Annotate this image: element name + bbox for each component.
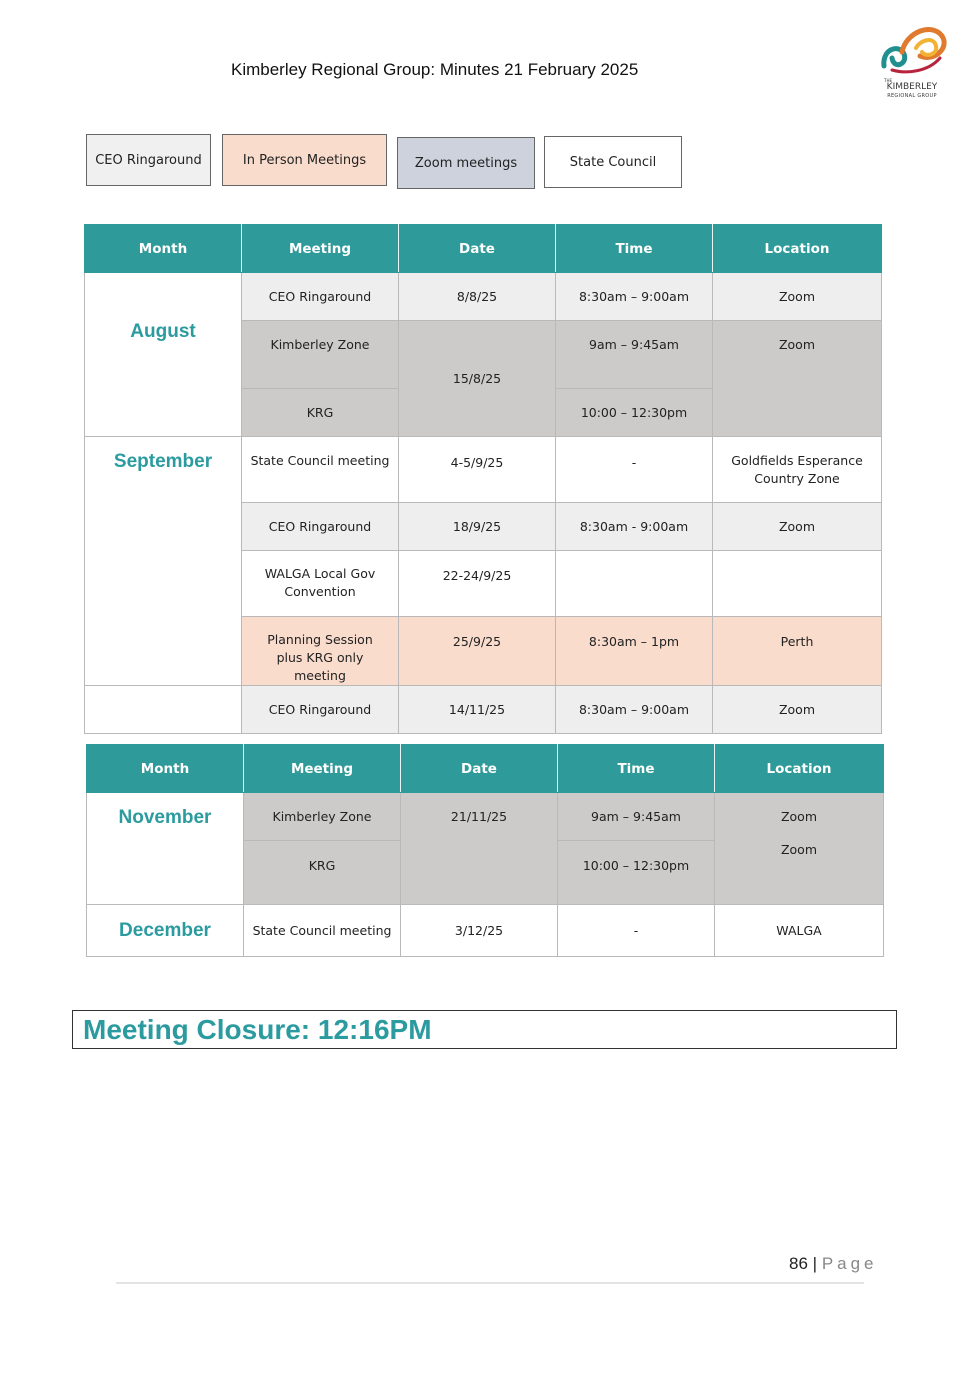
time-cell: 9am – 9:45am <box>558 793 715 841</box>
time-cell: 10:00 – 12:30pm <box>558 841 715 905</box>
time-cell: 8:30am - 9:00am <box>556 503 713 551</box>
table-row <box>85 686 882 734</box>
time-cell: 8:30am – 1pm <box>556 617 713 686</box>
legend-ceo-ringaround <box>86 134 211 186</box>
meeting-cell: State Council meeting <box>242 437 399 503</box>
legend-label: In Person Meetings <box>242 152 367 168</box>
legend-in-person-meetings <box>222 134 387 186</box>
header-location: Location <box>713 225 882 273</box>
legend-zoom-meetings <box>397 137 535 189</box>
table-header-row <box>85 225 882 273</box>
table-row <box>87 793 884 841</box>
date-cell: 21/11/25 <box>401 793 558 905</box>
time-cell: - <box>558 905 715 957</box>
location-cell: Perth <box>713 617 882 686</box>
page-label: Page <box>821 1254 878 1273</box>
time-cell: 9am – 9:45am <box>556 321 713 389</box>
header-meeting: Meeting <box>244 745 401 793</box>
page-header-title: Kimberley Regional Group: Minutes 21 February 2025 <box>231 60 639 79</box>
header-time: Time <box>556 225 713 273</box>
location-cell: Zoom <box>713 686 882 734</box>
month-december: December <box>87 905 244 957</box>
meeting-cell: KRG <box>244 841 401 905</box>
location-cell: Zoom <box>713 321 882 437</box>
meeting-cell: WALGA Local Gov Convention <box>242 551 399 617</box>
meeting-cell: CEO Ringaround <box>242 273 399 321</box>
month-september: September <box>85 437 242 686</box>
location-cell <box>715 793 884 905</box>
time-cell: 10:00 – 12:30pm <box>556 389 713 437</box>
meeting-cell: CEO Ringaround <box>242 686 399 734</box>
header-month: Month <box>87 745 244 793</box>
schedule-table-aug-sep <box>84 224 882 734</box>
footer-divider <box>116 1282 864 1284</box>
time-cell <box>556 551 713 617</box>
legend-label: Zoom meetings <box>414 155 518 171</box>
meeting-cell: Planning Session plus KRG only meeting <box>242 617 399 686</box>
table-row <box>85 437 882 503</box>
meeting-cell: Kimberley Zone <box>242 321 399 389</box>
date-cell: 25/9/25 <box>399 617 556 686</box>
date-cell: 14/11/25 <box>399 686 556 734</box>
header-time: Time <box>558 745 715 793</box>
month-empty <box>85 686 242 734</box>
footer-separator: | <box>812 1254 818 1273</box>
legend-label: State Council <box>569 154 657 170</box>
date-cell: 3/12/25 <box>401 905 558 957</box>
kimberley-logo <box>872 18 952 102</box>
location-line: Zoom <box>780 809 818 824</box>
date-cell: 4-5/9/25 <box>399 437 556 503</box>
meeting-cell: Kimberley Zone <box>244 793 401 841</box>
page-footer <box>789 1254 878 1274</box>
meeting-cell: CEO Ringaround <box>242 503 399 551</box>
location-cell: WALGA <box>715 905 884 957</box>
location-line: Zoom <box>780 842 818 857</box>
date-cell: 15/8/25 <box>399 321 556 437</box>
date-cell: 18/9/25 <box>399 503 556 551</box>
page-number: 86 <box>789 1254 808 1273</box>
header-date: Date <box>401 745 558 793</box>
logo-swirl-icon <box>872 18 952 78</box>
location-cell: Zoom <box>713 273 882 321</box>
table-row <box>87 905 884 957</box>
time-cell: - <box>556 437 713 503</box>
logo-name: KIMBERLEY <box>886 82 938 92</box>
header-month: Month <box>85 225 242 273</box>
header-location: Location <box>715 745 884 793</box>
time-cell: 8:30am – 9:00am <box>556 273 713 321</box>
date-cell: 22-24/9/25 <box>399 551 556 617</box>
table-row <box>85 273 882 321</box>
location-cell: Zoom <box>713 503 882 551</box>
month-august: August <box>85 273 242 437</box>
schedule-table-nov-dec <box>86 744 884 957</box>
meeting-closure-text: Meeting Closure: 12:16PM <box>83 1014 432 1045</box>
meeting-closure-box <box>72 1010 897 1049</box>
meeting-cell: State Council meeting <box>244 905 401 957</box>
legend-state-council <box>544 136 682 188</box>
location-cell <box>713 551 882 617</box>
legend-label: CEO Ringaround <box>95 152 202 168</box>
date-cell: 8/8/25 <box>399 273 556 321</box>
month-november: November <box>87 793 244 905</box>
time-cell: 8:30am – 9:00am <box>556 686 713 734</box>
table-header-row <box>87 745 884 793</box>
logo-small-text: THE <box>884 78 892 83</box>
header-date: Date <box>399 225 556 273</box>
location-cell: Goldfields Esperance Country Zone <box>713 437 882 503</box>
meeting-cell: KRG <box>242 389 399 437</box>
logo-subtitle: REGIONAL GROUP <box>887 93 937 99</box>
header-meeting: Meeting <box>242 225 399 273</box>
